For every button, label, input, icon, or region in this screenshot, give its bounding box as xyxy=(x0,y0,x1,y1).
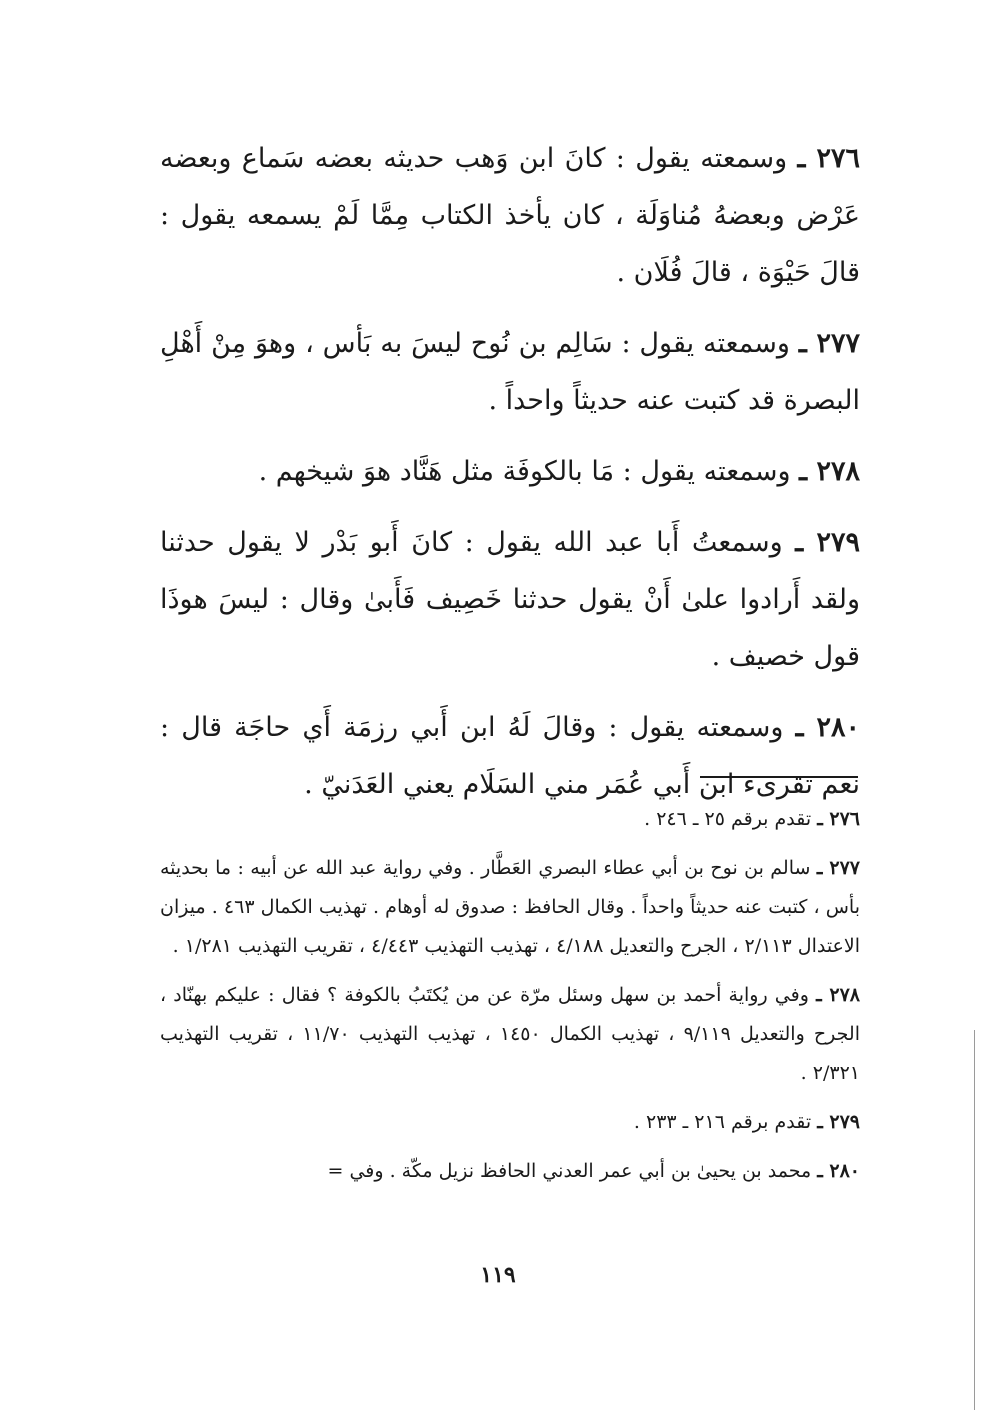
paragraph-276 xyxy=(160,130,860,301)
footnote-text: محمد بن يحيىٰ بن أبي عمر العدني الحافظ نزيل مكّة . وفي = xyxy=(327,1160,812,1182)
footnote-separator xyxy=(700,776,858,778)
footnote-number: ٢٧٩ ـ xyxy=(817,1111,860,1133)
footnote-number: ٢٧٨ ـ xyxy=(816,984,861,1006)
paragraph-text: وسمعته يقول : وقالَ لَهُ ابن أَبي رزمَة أَي حاجَة قال : نعم تقرىء ابن أَبي عُمَر مني السَلَام يعني العَدَنيّ . xyxy=(160,712,860,800)
footnote-279 xyxy=(160,1103,860,1142)
paragraph-280 xyxy=(160,699,860,813)
paragraph-text: وسمعته يقول : مَا بالكوفَة مثل هَنَّاد هوَ شيخهم . xyxy=(258,456,791,487)
paragraph-279 xyxy=(160,514,860,685)
scan-edge-line xyxy=(974,1030,975,1410)
footnote-text: تقدم برقم ٢١٦ ـ ٢٣٣ . xyxy=(633,1111,812,1133)
footnote-number: ٢٧٦ ـ xyxy=(817,808,860,830)
footnote-278 xyxy=(160,976,860,1093)
paragraph-277 xyxy=(160,315,860,429)
footnote-text: تقدم برقم ٢٥ ـ ٢٤٦ . xyxy=(644,808,812,830)
footnote-text: وفي رواية أحمد بن سهل وسئل مرّة عن من يُكتَبُ بالكوفة ؟ فقال : عليكم بهنّاد ، الجرح والتعديل ٩/١١٩ ، تهذيب الكمال ١٤٥٠ ، تهذيب التهذيب ١١/٧٠ ، تقريب التهذيب ٢/٣٢١ . xyxy=(160,984,861,1084)
paragraph-number: ٢٧٩ ـ xyxy=(795,527,860,558)
paragraph-278 xyxy=(160,443,860,500)
paragraph-number: ٢٧٧ ـ xyxy=(798,328,860,359)
footnote-277 xyxy=(160,849,860,966)
footnotes xyxy=(160,800,860,1201)
footnote-text: سالم بن نوح بن أبي عطاء البصري العَطَّار . وفي رواية عبد الله عن أبيه : ما بحديثه بأس ، كتبت عنه حديثاً واحداً . وقال الحافظ : صدوق له أوهام . تهذيب الكمال ٤٦٣ . ميزان الاعتدال ٢/١١٣ ، الجرح والتعديل ٤/١٨٨ ، تهذيب التهذيب ٤/٤٤٣ ، تقريب التهذيب ١/٢٨١ . xyxy=(160,857,861,957)
footnote-280 xyxy=(160,1152,860,1191)
page-number: ١١٩ xyxy=(480,1262,516,1288)
paragraph-number: ٢٧٦ ـ xyxy=(797,143,860,174)
paragraph-text: وسمعته يقول : سَالِم بن نُوح ليسَ به بَأس ، وهوَ مِنْ أَهْلِ البصرة قد كتبت عنه حديثاً واحداً . xyxy=(160,328,860,416)
paragraph-number: ٢٨٠ ـ xyxy=(795,712,860,743)
paragraph-text: وسمعتُ أَبا عبد الله يقول : كانَ أَبو بَدْر لا يقول حدثنا ولقد أَرادوا علىٰ أَنْ يقول حدثنا خَصِيف فَأَبىٰ وقال : ليسَ هوذَا قول خصيف . xyxy=(160,527,860,672)
paragraph-number: ٢٧٨ ـ xyxy=(799,456,860,487)
footnote-276 xyxy=(160,800,860,839)
footnote-number: ٢٧٧ ـ xyxy=(816,857,860,879)
paragraph-text: وسمعته يقول : كانَ ابن وَهب حديثه بعضه سَماع وبعضه عَرْض وبعضهُ مُناوَلَة ، كان يأخذ الكتاب مِمَّا لَمْ يسمعه يقول : قالَ حَيْوَة ، قالَ فُلَان . xyxy=(160,143,860,288)
main-text xyxy=(160,130,860,827)
footnote-number: ٢٨٠ ـ xyxy=(817,1160,860,1182)
